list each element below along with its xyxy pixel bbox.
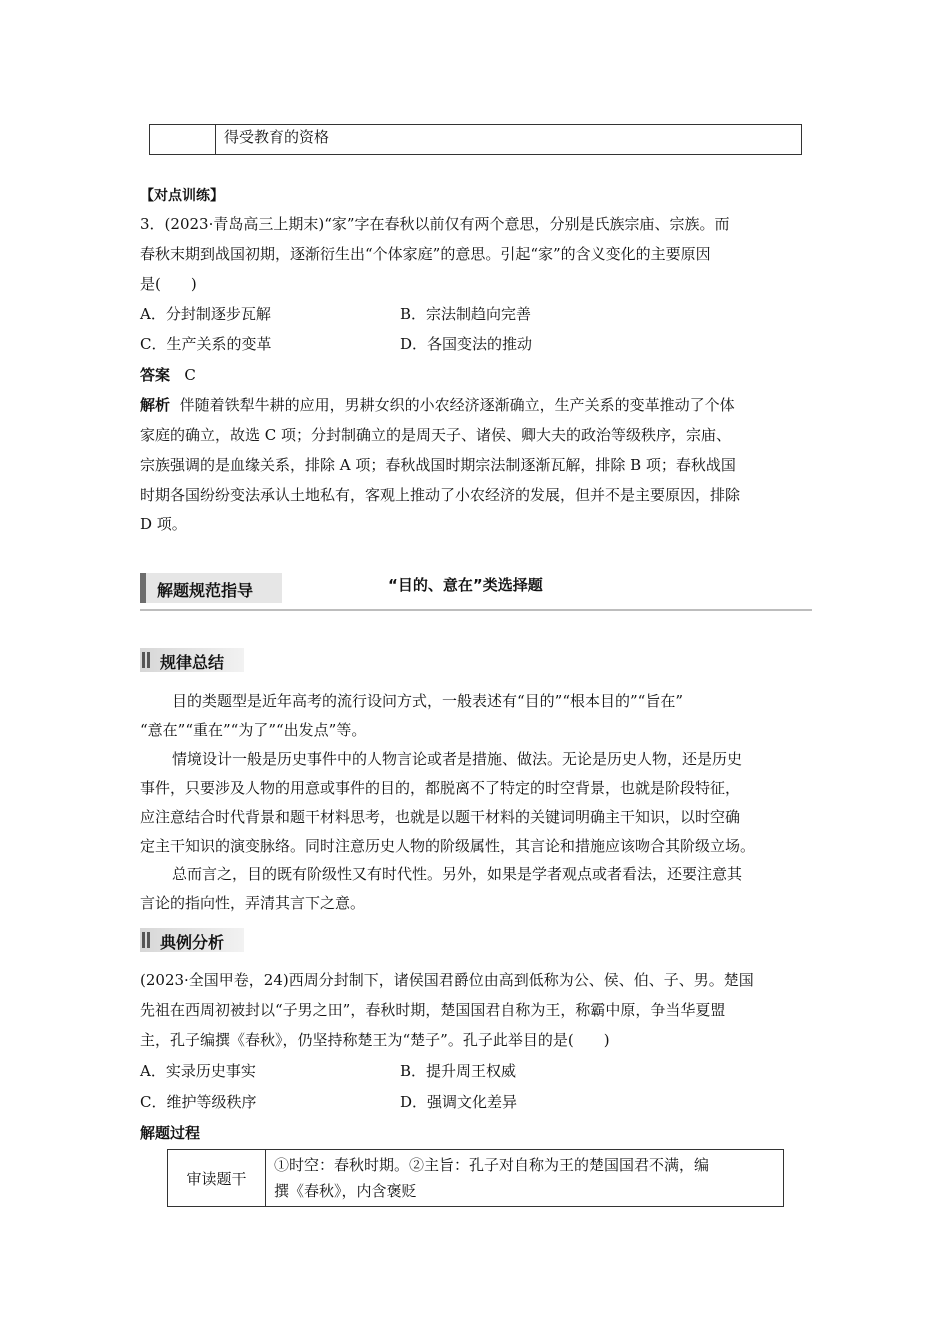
practice-answer	[140, 365, 196, 385]
rules-line: 情境设计一般是历史事件中的人物言论或者是措施、做法。无论是历史人物，还是历史	[172, 750, 743, 768]
top-table-left-cell	[150, 125, 216, 155]
analysis-line: D 项。	[140, 515, 187, 533]
rules-line: 言论的指向性，弄清其言下之意。	[140, 894, 366, 912]
example-option-b: B．提升周王权威	[400, 1062, 517, 1080]
process-label: 解题过程	[140, 1124, 201, 1142]
practice-option-b: B．宗法制趋向完善	[400, 305, 532, 323]
practice-option-c: C．生产关系的变革	[140, 335, 272, 353]
example-question-line: 先祖在西周初被封以“子男之田”，春秋时期，楚国国君自称为王，称霸中原，争当华夏盟	[140, 1001, 726, 1019]
practice-option-a: A．分封制逐步瓦解	[140, 305, 271, 323]
practice-question-line: 是( )	[140, 275, 197, 293]
answer-label: 答案	[140, 366, 171, 384]
answer-value: C	[184, 366, 196, 384]
example-option-c: C．维护等级秩序	[140, 1093, 257, 1111]
process-table-line: 撰《春秋》，内含褒贬	[274, 1182, 417, 1200]
rules-line: 总而言之，目的既有阶级性又有时代性。另外，如果是学者观点或者看法，还要注意其	[172, 865, 743, 883]
example-option-a: A．实录历史事实	[140, 1062, 256, 1080]
section-tag	[140, 573, 282, 603]
section-tag-label: 解题规范指导	[157, 581, 254, 600]
top-table-right-cell: 得受教育的资格	[216, 125, 802, 155]
practice-heading: 【对点训练】	[140, 188, 224, 204]
rules-heading-stripes	[142, 652, 152, 668]
example-heading-tag	[140, 928, 244, 952]
section-tag-stripe	[140, 573, 146, 603]
section-header	[140, 571, 812, 611]
example-option-d: D．强调文化差异	[400, 1093, 518, 1111]
top-table	[149, 124, 802, 155]
process-table-line: ①时空：春秋时期。②主旨：孔子对自称为王的楚国国君不满，编	[274, 1156, 710, 1174]
rules-line: 应注意结合时代背景和题干材料思考，也就是以题干材料的关键词明确主干知识，以时空确	[140, 808, 741, 826]
example-heading: 典例分析	[160, 933, 225, 952]
analysis-line: 时期各国纷纷变法承认土地私有，客观上推动了小农经济的发展，但并不是主要原因，排除	[140, 486, 741, 504]
process-table	[167, 1149, 784, 1207]
practice-question-line: 春秋末期到战国初期，逐渐衍生出“个体家庭”的意思。引起“家”的含义变化的主要原因	[140, 245, 711, 263]
analysis-line: 宗族强调的是血缘关系，排除 A 项；春秋战国时期宗法制逐渐瓦解，排除 B 项；春秋战国	[140, 456, 736, 474]
practice-question-line: 3．(2023·青岛高三上期末)“家”字在春秋以前仅有两个意思，分别是氏族宗庙、宗族。而	[140, 215, 730, 233]
analysis-text: 伴随着铁犁牛耕的应用，男耕女织的小农经济逐渐确立，生产关系的变革推动了个体	[179, 396, 735, 414]
rules-heading: 规律总结	[160, 653, 225, 672]
rules-heading-tag	[140, 648, 244, 672]
rules-line: 事件，只要涉及人物的用意或事件的目的，都脱离不了特定的时空背景，也就是阶段特征，	[140, 779, 741, 797]
rules-line: “意在”“重在”“为了”“出发点”等。	[140, 721, 367, 739]
example-question-line: (2023·全国甲卷，24)西周分封制下，诸侯国君爵位由高到低称为公、侯、伯、子、男。楚国	[140, 971, 754, 989]
analysis-label: 解析	[140, 396, 171, 414]
practice-option-d: D．各国变法的推动	[400, 335, 533, 353]
analysis-line	[140, 395, 735, 415]
example-heading-stripes	[142, 932, 152, 948]
example-question-line: 主，孔子编撰《春秋》，仍坚持称楚王为“楚子”。孔子此举目的是( )	[140, 1031, 610, 1049]
process-table-left-cell: 审读题干	[168, 1150, 266, 1207]
rules-line: 定主干知识的演变脉络。同时注意历史人物的阶级属性，其言论和措施应该吻合其阶级立场。	[140, 837, 756, 855]
analysis-line: 家庭的确立，故选 C 项；分封制确立的是周天子、诸侯、卿大夫的政治等级秩序，宗庙、	[140, 426, 732, 444]
process-table-right-cell	[266, 1150, 784, 1207]
rules-line: 目的类题型是近年高考的流行设问方式，一般表述有“目的”“根本目的”“旨在”	[172, 692, 684, 710]
section-title: “目的、意在”类选择题	[388, 576, 543, 594]
